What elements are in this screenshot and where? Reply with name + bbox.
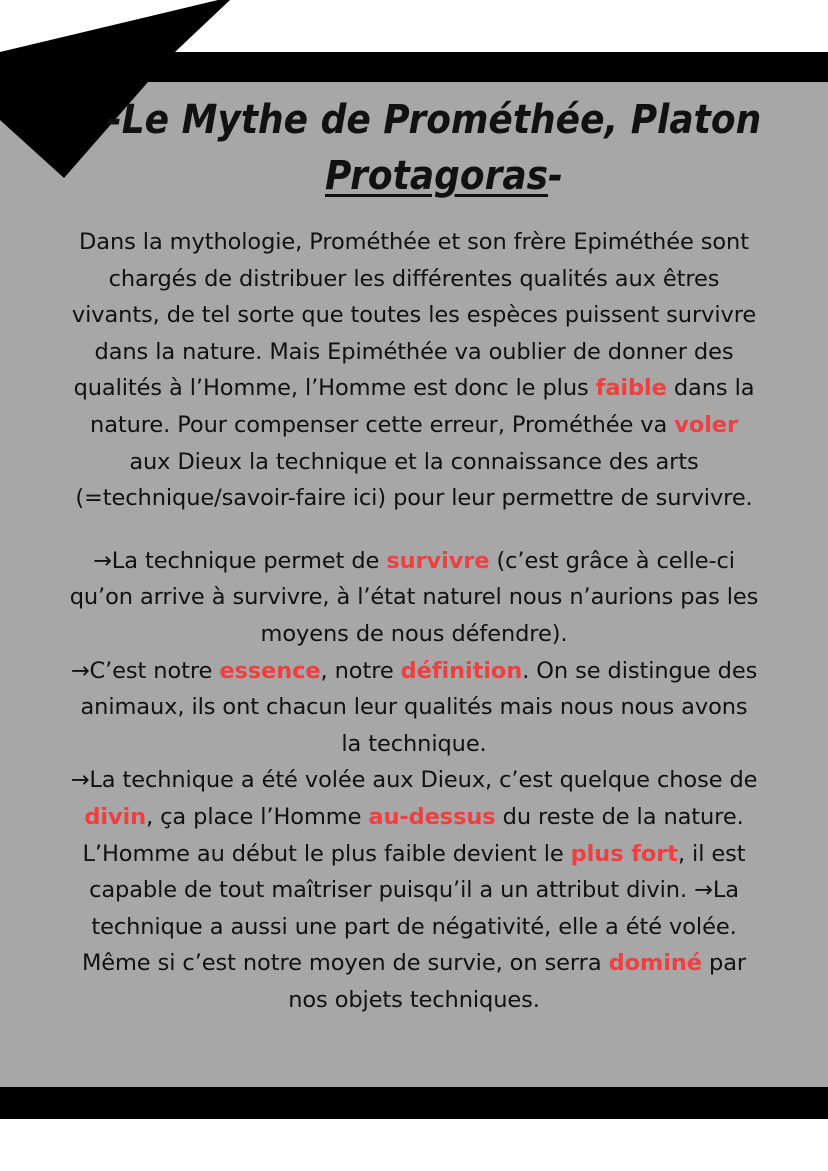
- title-line-2: [60, 148, 828, 204]
- p2-line-9: [0, 836, 828, 873]
- p1-line-1: Dans la mythologie, Prométhée et son frère Epiméthée sont: [79, 229, 749, 255]
- p1-line-2: chargés de distribuer les différentes qualités aux êtres: [108, 265, 720, 292]
- body-text: [0, 224, 828, 1018]
- highlight-voler: voler: [674, 411, 738, 438]
- page-title: [40, 92, 828, 204]
- p2-line-6: la technique.: [341, 730, 487, 757]
- p2-line-13: nos objets techniques.: [288, 986, 540, 1013]
- p2-line-8: [0, 799, 828, 836]
- highlight-essence: essence: [219, 657, 321, 684]
- highlight-definition: définition: [400, 657, 523, 684]
- p2-line-1: [0, 543, 828, 580]
- paragraph-spacer: [0, 517, 828, 543]
- p2-line-1-end: (c’est grâce à celle-ci: [489, 547, 735, 574]
- p2-line-12-text: Même si c’est notre moyen de survie, on serra: [81, 950, 609, 977]
- p2-line-12: [0, 945, 828, 982]
- p1-line-4: dans la nature. Mais Epiméthée va oublier de donner des: [94, 338, 734, 365]
- title-suffix: -: [548, 153, 563, 199]
- title-underlined-word: Protagoras: [325, 153, 549, 199]
- p2-line-4-mid: , notre: [320, 657, 401, 684]
- p2-line-9-text: L’Homme au début le plus faible devient le: [82, 840, 571, 867]
- p2-line-9-end: , il est: [677, 840, 746, 867]
- p1-line-5-end: dans la: [666, 375, 755, 402]
- p1-line-7: aux Dieux la technique et la connaissance des arts: [129, 448, 699, 475]
- p1-line-5: [0, 370, 828, 407]
- p2-line-7: →La technique a été volée aux Dieux, c’est quelque chose de: [70, 767, 758, 794]
- p1-line-8: (=technique/savoir-faire ici) pour leur permettre de survivre.: [75, 485, 753, 512]
- highlight-domine: dominé: [608, 950, 702, 977]
- p1-line-6-text: nature. Pour compenser cette erreur, Prométhée va: [90, 411, 675, 438]
- highlight-divin: divin: [84, 803, 147, 830]
- p2-line-8-end: du reste de la nature.: [495, 803, 744, 830]
- p2-line-3: moyens de nous défendre).: [260, 620, 568, 647]
- p2-line-11: technique a aussi une part de négativité, elle a été volée.: [91, 913, 737, 940]
- p2-line-10: capable de tout maîtriser puisqu’il a un attribut divin. →La: [89, 877, 739, 904]
- p1-line-5-text: qualités à l’Homme, l’Homme est donc le plus: [73, 375, 596, 402]
- p2-line-12-end: par: [701, 950, 747, 977]
- p2-line-2: qu’on arrive à survivre, à l’état naturel nous n’aurions pas les: [69, 584, 759, 611]
- p2-line-1-text: →La technique permet de: [93, 547, 387, 574]
- p1-line-6: [0, 407, 828, 444]
- p2-line-4-text: →C’est notre: [70, 657, 220, 684]
- p1-line-3: vivants, de tel sorte que toutes les espèces puissent survivre: [71, 302, 757, 329]
- highlight-faible: faible: [595, 375, 667, 402]
- highlight-plus-fort: plus fort: [570, 840, 678, 867]
- p2-line-4: [0, 653, 828, 690]
- p2-line-8-text: , ça place l’Homme: [146, 803, 369, 830]
- title-line-1: -Le Mythe de Prométhée, Platon: [106, 97, 762, 143]
- highlight-au-dessus: au-dessus: [368, 803, 496, 830]
- highlight-survivre: survivre: [386, 547, 490, 574]
- p2-line-5: animaux, ils ont chacun leur qualités mais nous nous avons: [80, 694, 748, 721]
- p2-line-4-end: . On se distingue des: [522, 657, 758, 684]
- bottom-black-bar: [0, 1087, 828, 1119]
